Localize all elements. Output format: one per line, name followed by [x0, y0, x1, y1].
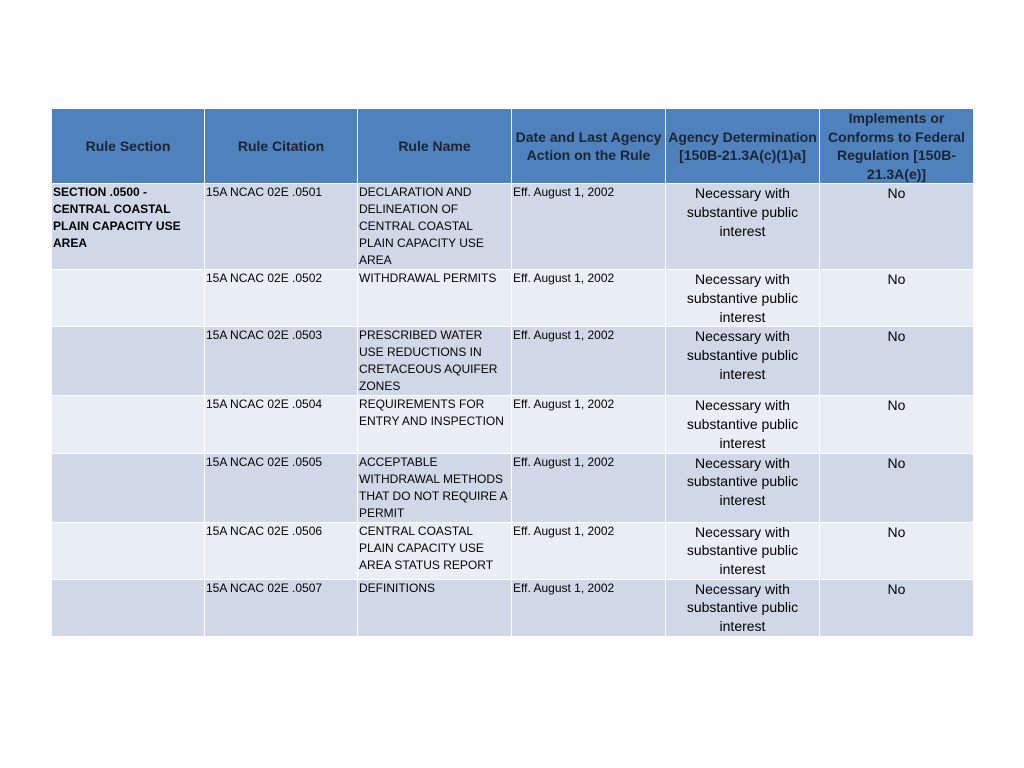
rule-section-cell	[52, 579, 205, 636]
date-cell: Eff. August 1, 2002	[512, 270, 666, 327]
header-date-last-action: Date and Last Agency Action on the Rule	[512, 109, 666, 184]
federal-cell: No	[820, 579, 974, 636]
table-row	[52, 579, 974, 636]
rule-citation-cell: 15A NCAC 02E .0502	[205, 270, 358, 327]
federal-cell: No	[820, 327, 974, 396]
header-rule-name: Rule Name	[358, 109, 512, 184]
federal-cell: No	[820, 396, 974, 453]
determination-cell: Necessary with substantive public interest	[666, 396, 820, 453]
rule-section-cell	[52, 327, 205, 396]
header-row	[52, 109, 974, 184]
rule-citation-cell: 15A NCAC 02E .0504	[205, 396, 358, 453]
table-row	[52, 270, 974, 327]
rule-citation-cell: 15A NCAC 02E .0505	[205, 453, 358, 522]
determination-cell: Necessary with substantive public interest	[666, 579, 820, 636]
determination-cell: Necessary with substantive public interest	[666, 184, 820, 270]
table-row	[52, 184, 974, 270]
date-cell: Eff. August 1, 2002	[512, 579, 666, 636]
header-rule-citation: Rule Citation	[205, 109, 358, 184]
rule-section-cell	[52, 396, 205, 453]
rule-name-cell: WITHDRAWAL PERMITS	[358, 270, 512, 327]
federal-cell: No	[820, 270, 974, 327]
rules-table	[51, 108, 974, 637]
table-row	[52, 327, 974, 396]
table-row	[52, 522, 974, 579]
rule-section-cell	[52, 522, 205, 579]
rule-section-cell	[52, 453, 205, 522]
rule-name-cell: REQUIREMENTS FOR ENTRY AND INSPECTION	[358, 396, 512, 453]
rule-citation-cell: 15A NCAC 02E .0503	[205, 327, 358, 396]
date-cell: Eff. August 1, 2002	[512, 327, 666, 396]
determination-cell: Necessary with substantive public interest	[666, 453, 820, 522]
header-agency-determination: Agency Determination [150B-21.3A(c)(1)a]	[666, 109, 820, 184]
date-cell: Eff. August 1, 2002	[512, 396, 666, 453]
rule-citation-cell: 15A NCAC 02E .0501	[205, 184, 358, 270]
table-row	[52, 453, 974, 522]
date-cell: Eff. August 1, 2002	[512, 184, 666, 270]
date-cell: Eff. August 1, 2002	[512, 522, 666, 579]
rule-name-cell: DEFINITIONS	[358, 579, 512, 636]
rule-name-cell: PRESCRIBED WATER USE REDUCTIONS IN CRETACEOUS AQUIFER ZONES	[358, 327, 512, 396]
rule-name-cell: ACCEPTABLE WITHDRAWAL METHODS THAT DO NOT REQUIRE A PERMIT	[358, 453, 512, 522]
determination-cell: Necessary with substantive public interest	[666, 327, 820, 396]
header-federal-regulation: Implements or Conforms to Federal Regulation [150B-21.3A(e)]	[820, 109, 974, 184]
federal-cell: No	[820, 522, 974, 579]
rule-citation-cell: 15A NCAC 02E .0507	[205, 579, 358, 636]
rule-name-cell: DECLARATION AND DELINEATION OF CENTRAL COASTAL PLAIN CAPACITY USE AREA	[358, 184, 512, 270]
federal-cell: No	[820, 184, 974, 270]
rule-name-cell: CENTRAL COASTAL PLAIN CAPACITY USE AREA STATUS REPORT	[358, 522, 512, 579]
date-cell: Eff. August 1, 2002	[512, 453, 666, 522]
determination-cell: Necessary with substantive public interest	[666, 270, 820, 327]
header-rule-section: Rule Section	[52, 109, 205, 184]
rule-citation-cell: 15A NCAC 02E .0506	[205, 522, 358, 579]
determination-cell: Necessary with substantive public interest	[666, 522, 820, 579]
federal-cell: No	[820, 453, 974, 522]
rule-section-cell	[52, 270, 205, 327]
table-row	[52, 396, 974, 453]
rule-section-cell: SECTION .0500 - CENTRAL COASTAL PLAIN CAPACITY USE AREA	[52, 184, 205, 270]
